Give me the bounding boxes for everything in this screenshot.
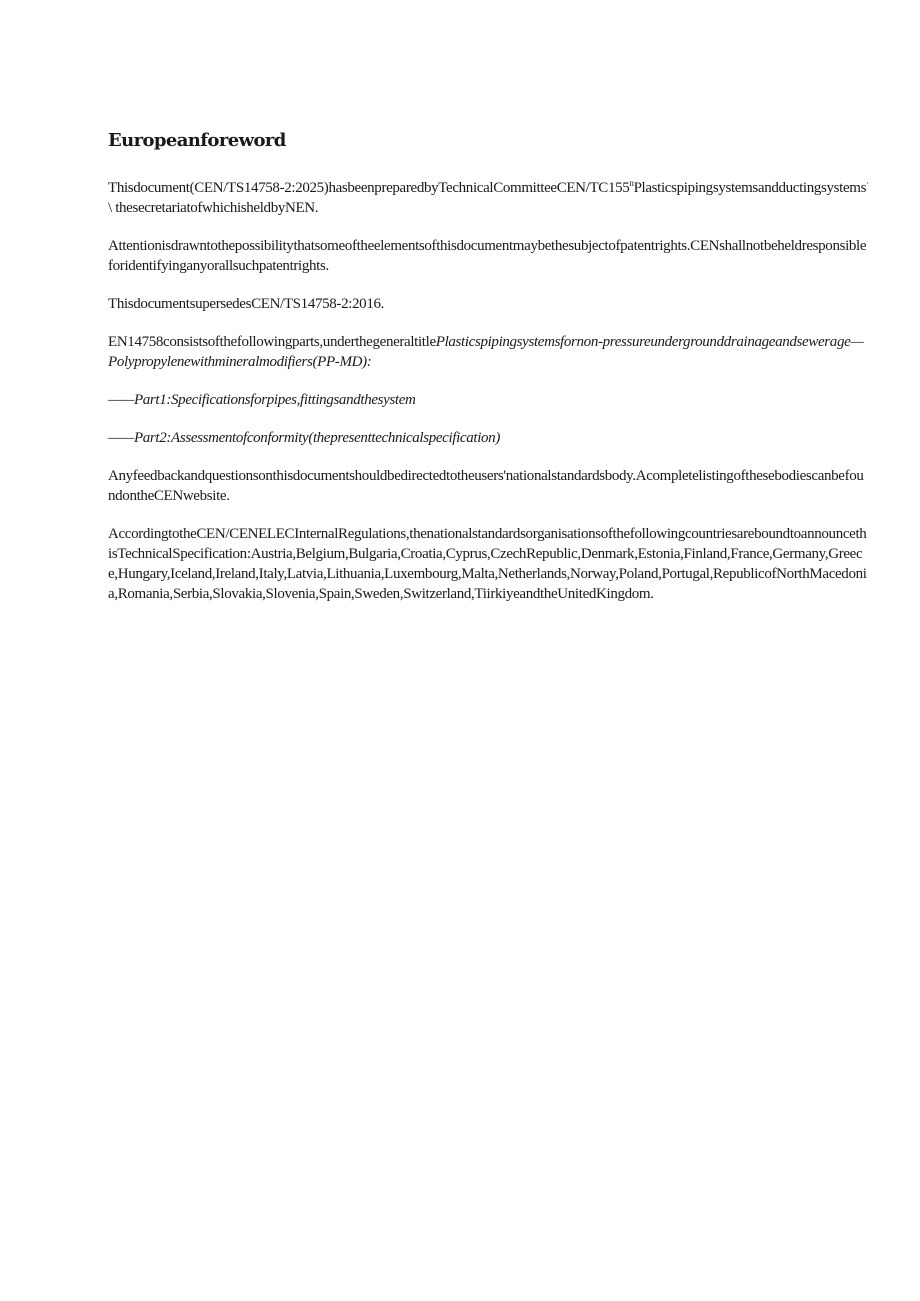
paragraph-committee <box>108 178 870 218</box>
paragraph-feedback: Anyfeedbackandquestionsonthisdocumentshouldbedirectedtotheusers'nationalstandardsbody.AcompletelistingofthesebodiescanbefoundontheCENwebsite. <box>108 468 864 504</box>
general-title: Plasticspipingsystemsfornon-pressureundergrounddrainageandsewerage—Polypropylenewithmineralmodifiers(PP-MD): <box>108 334 864 370</box>
document-page <box>108 130 870 622</box>
secretariat-text: \ thesecretariatofwhichisheldbyNEN. <box>108 200 319 216</box>
list-item-part2 <box>108 428 870 448</box>
committee-mark-2: · <box>866 178 869 188</box>
paragraph-countries: AccordingtotheCEN/CENELECInternalRegulations,thenationalstandardsorganisationsofthefollowingcountriesareboundtoannouncethisTechnicalSpecification:Austria,Belgium,Bulgaria,Croatia,Cyprus,CzechRepublic,Denmark,Estonia,Finland,France,Germany,Greece,Hungary,Iceland,Ireland,Italy,Latvia,Lithuania,Luxembourg,Malta,Netherlands,Norway,Poland,Portugal,RepublicofNorthMacedonia,Romania,Serbia,Slovakia,Slovenia,Spain,Sweden,Switzerland,TiirkiyeandtheUnitedKingdom. <box>108 526 867 602</box>
paragraph-parts <box>108 332 870 372</box>
page-title: Europeanforeword <box>108 130 286 151</box>
committee-mark: n <box>629 178 634 188</box>
committee-name: Plasticspipingsystemsandductingsystems <box>633 180 867 196</box>
parts-intro: EN14758consistsofthefollowingparts,underthegeneraltitle <box>108 334 436 350</box>
part1-text: ——Part1:Specificationsforpipes,fittingsandthesystem <box>108 392 416 408</box>
part2-text: ——Part2:Assessmentofconformity(thepresenttechnicalspecification) <box>108 430 500 446</box>
paragraph-patents: Attentionisdrawntothepossibilitythatsomeoftheelementsofthisdocumentmaybethesubjectofpatentrights.CENshallnotbeheldresponsibleforidentifyinganyorallsuchpatentrights. <box>108 238 867 274</box>
paragraph-supersedes: ThisdocumentsupersedesCEN/TS14758-2:2016. <box>108 296 385 312</box>
list-item-part1 <box>108 390 870 410</box>
committee-text: Thisdocument(CEN/TS14758-2:2025)hasbeenpreparedbyTechnicalCommitteeCEN/TC155 <box>108 180 630 196</box>
